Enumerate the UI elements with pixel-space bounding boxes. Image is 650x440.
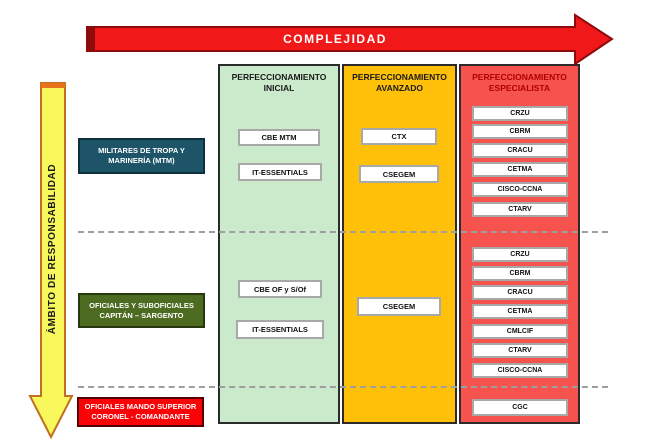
row-label-line2: MARINERÍA (MTM) <box>108 156 175 165</box>
row-separator-dashed-line <box>78 386 608 388</box>
course-box-cmlcif: CMLCIF <box>472 324 568 339</box>
course-box-ctarv: CTARV <box>472 343 568 358</box>
row-label-line2: CAPITÁN – SARGENTO <box>99 310 184 320</box>
column-header-line1: PERFECCIONAMIENTO <box>231 72 327 82</box>
course-box-cetma: CETMA <box>472 162 568 177</box>
row-label-oficiales-suboficiales <box>78 293 205 328</box>
course-box-crzu: CRZU <box>472 106 568 121</box>
column-header-line1: PERFECCIONAMIENTO <box>472 72 567 82</box>
course-box-cracu: CRACU <box>472 143 568 158</box>
course-box-ctx: CTX <box>361 128 437 145</box>
column-header-avanzado <box>344 72 455 94</box>
row-separator-dashed-line <box>78 231 608 233</box>
course-box-cracu: CRACU <box>472 285 568 300</box>
course-box-it-essentials: IT-ESSENTIALS <box>236 320 324 339</box>
row-label-line2: CORONEL - COMANDANTE <box>91 412 190 421</box>
column-perfeccionamiento-avanzado <box>342 64 457 424</box>
course-box-cgc: CGC <box>472 399 568 416</box>
course-box-csegem: CSEGEM <box>357 297 441 316</box>
column-header-line2: ESPECIALISTA <box>488 83 551 93</box>
column-header-line1: PERFECCIONAMIENTO <box>352 72 447 82</box>
course-box-cbrm: CBRM <box>472 266 568 281</box>
course-box-crzu: CRZU <box>472 247 568 262</box>
column-header-inicial <box>220 72 338 94</box>
course-box-it-essentials: IT-ESSENTIALS <box>238 163 322 181</box>
row-label-line1: MILITARES DE TROPA Y <box>98 146 185 155</box>
course-box-cisco-ccna: CISCO-CCNA <box>472 182 568 197</box>
column-header-line2: AVANZADO <box>376 83 423 93</box>
column-header-line2: INICIAL <box>263 83 295 93</box>
course-box-cbe-mtm: CBE MTM <box>238 129 320 146</box>
row-label-line1: OFICIALES Y SUBOFICIALES <box>89 300 194 310</box>
column-header-especialista <box>461 72 578 94</box>
row-label-oficiales-mando-superior <box>77 397 204 427</box>
course-box-csegem: CSEGEM <box>359 165 439 183</box>
course-box-cisco-ccna: CISCO-CCNA <box>472 363 568 378</box>
course-box-cbrm: CBRM <box>472 124 568 139</box>
course-box-ctarv: CTARV <box>472 202 568 217</box>
complexity-arrow-label: COMPLEJIDAD <box>283 32 387 46</box>
course-box-cbe-of: CBE OF y S/Of <box>238 280 322 298</box>
row-label-line1: OFICIALES MANDO SUPERIOR <box>84 402 197 411</box>
row-label-militares-tropa-marineria <box>78 138 205 174</box>
course-box-cetma: CETMA <box>472 304 568 319</box>
column-perfeccionamiento-inicial <box>218 64 340 424</box>
responsibility-arrow-label: ÁMBITO DE RESPONSABILIDAD <box>47 163 58 335</box>
